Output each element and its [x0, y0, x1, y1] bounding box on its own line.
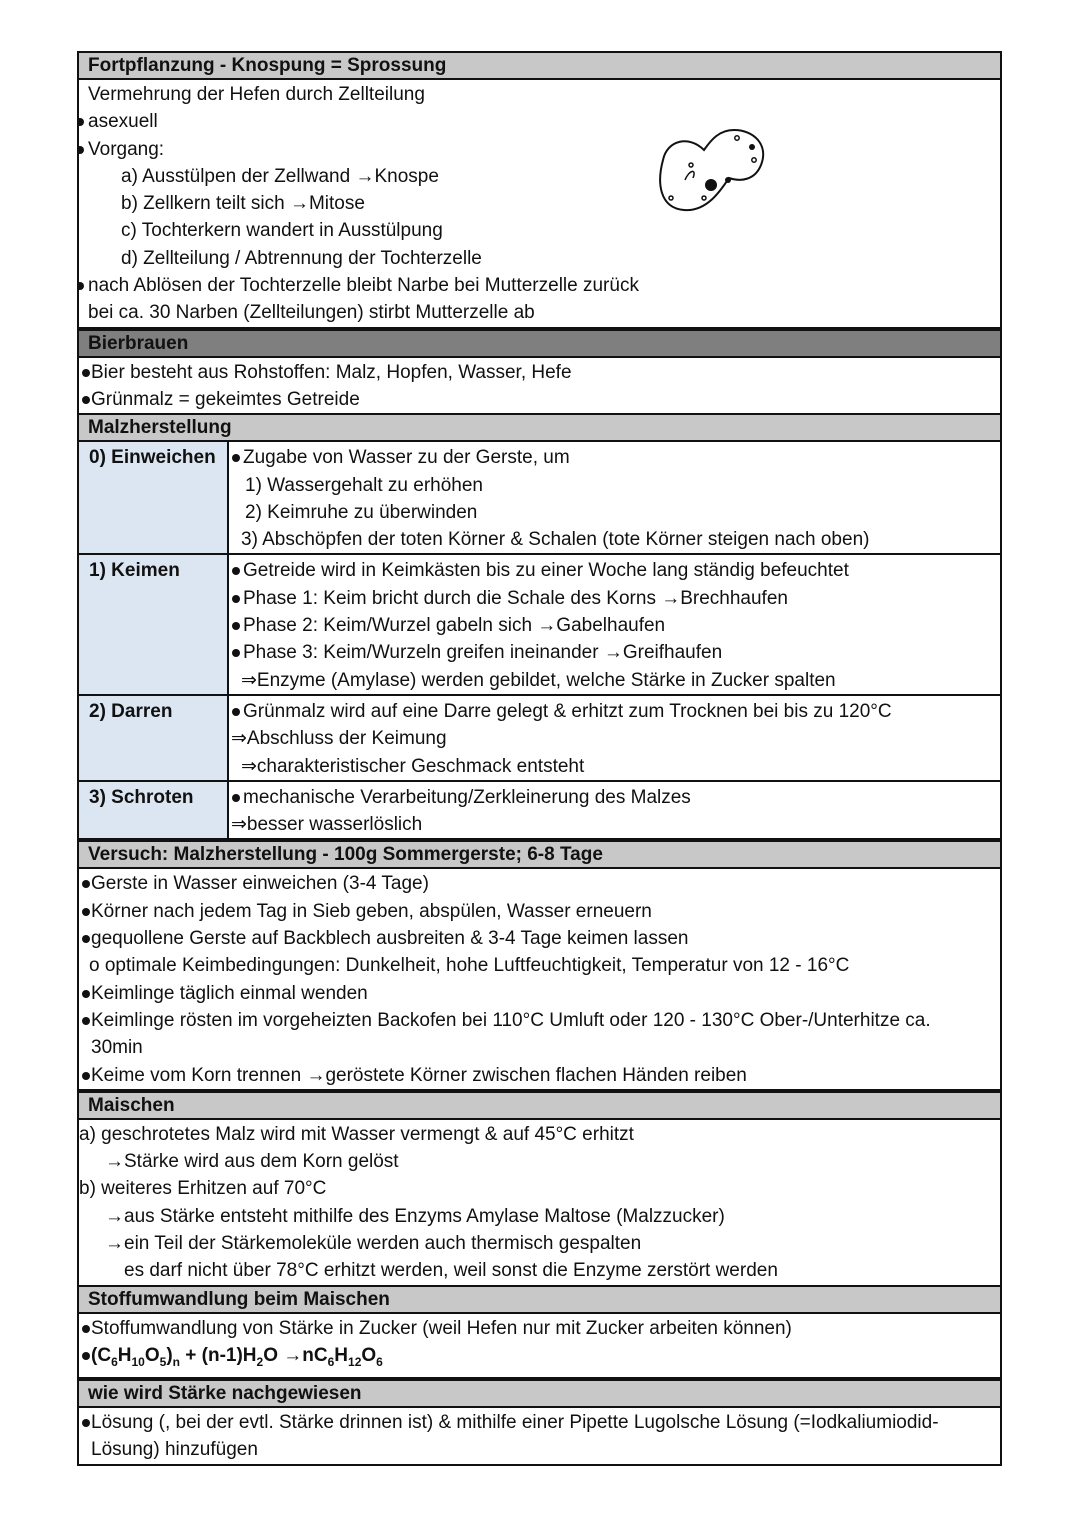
step-details — [229, 782, 1000, 839]
table-row-darren — [79, 696, 1000, 782]
bullet-line: Grünmalz wird auf eine Darre gelegt & erhitzt zum Trocknen bei bis zu 120°C — [229, 698, 1000, 725]
table-row-keimen — [79, 555, 1000, 695]
result-line: →aus Stärke entsteht mithilfe des Enzyms Amylase Maltose (Malzzucker) — [105, 1205, 725, 1227]
bullet-line: Keimlinge rösten im vorgeheizten Backofen bei 110°C Umluft oder 120 - 130°C Ober-/Unterhitze ca. — [79, 1007, 1000, 1034]
text-line: 30min — [91, 1037, 143, 1059]
sub-bullet-line: o optimale Keimbedingungen: Dunkelheit, hohe Luftfeuchtigkeit, Temperatur von 12 - 16°C — [89, 955, 850, 977]
text-line: Vermehrung der Hefen durch Zellteilung — [88, 84, 425, 105]
list-item: 3) Abschöpfen der toten Körner & Schalen (tote Körner steigen nach oben) — [241, 529, 870, 551]
bullet-line: Keime vom Korn trennen →geröstete Körner zwischen flachen Händen reiben — [79, 1062, 1000, 1089]
result-line: ⇒charakteristischer Geschmack entsteht — [241, 755, 585, 777]
list-item: 1) Wassergehalt zu erhöhen — [245, 474, 483, 496]
bullet-line: Stoffumwandlung von Stärke in Zucker (weil Hefen nur mit Zucker arbeiten können) — [79, 1315, 1000, 1342]
text-line: Lösung) hinzufügen — [91, 1439, 258, 1461]
text-line: es darf nicht über 78°C erhitzt werden, weil sonst die Enzyme zerstört werden — [124, 1260, 778, 1282]
section-title-malzherstellung: Malzherstellung — [79, 415, 1000, 442]
section-body-fortpflanzung — [79, 80, 1000, 331]
section-body-bierbrauen — [79, 358, 1000, 416]
step-details — [229, 696, 1000, 780]
chemical-formula: $(C_6H_{10}O_5)_n + (n-1)H_2O \to nC_6H_{12}O_6$ — [79, 1342, 1000, 1369]
bullet-line: Getreide wird in Keimkästen bis zu einer Woche lang ständig befeuchtet — [229, 557, 1000, 584]
document-sheet — [77, 51, 1002, 1466]
bullet-line: Grünmalz = gekeimtes Getreide — [79, 386, 1000, 413]
step-details — [229, 442, 1000, 553]
result-line: →ein Teil der Stärkemoleküle werden auch thermisch gespalten — [105, 1232, 642, 1254]
section-body-stoffumwandlung — [79, 1314, 1000, 1382]
bullet-line: Phase 1: Keim bricht durch die Schale des Korns →Brechhaufen — [229, 585, 1000, 612]
bullet-line: Lösung (, bei der evtl. Stärke drinnen ist) & mithilfe einer Pipette Lugolsche Lösung (=Iodkaliumiodid- — [79, 1409, 1000, 1436]
section-title-fortpflanzung: Fortpflanzung - Knospung = Sprossung — [79, 53, 1000, 80]
bullet-line: Zugabe von Wasser zu der Gerste, um — [229, 444, 1000, 471]
bullet-line: Phase 2: Keim/Wurzel gabeln sich →Gabelhaufen — [229, 612, 1000, 639]
section-title-staerkenachweis: wie wird Stärke nachgewiesen — [79, 1381, 1000, 1408]
section-title-versuch: Versuch: Malzherstellung - 100g Sommergerste; 6-8 Tage — [79, 842, 1000, 869]
section-title-maischen: Maischen — [79, 1093, 1000, 1120]
step-label: 1) Keimen — [79, 555, 229, 693]
result-line: →Stärke wird aus dem Korn gelöst — [105, 1151, 399, 1173]
section-title-bierbrauen: Bierbrauen — [79, 331, 1000, 358]
result-line: ⇒Enzyme (Amylase) werden gebildet, welche Stärke in Zucker spalten — [241, 669, 836, 691]
bullet-line: Körner nach jedem Tag in Sieb geben, abspülen, Wasser erneuern — [79, 898, 1000, 925]
section-title-stoffumwandlung: Stoffumwandlung beim Maischen — [79, 1287, 1000, 1314]
bullet-line: Keimlinge täglich einmal wenden — [79, 980, 1000, 1007]
list-item: b) Zellkern teilt sich →Mitose — [121, 193, 365, 215]
bullet-line: Bier besteht aus Rohstoffen: Malz, Hopfen, Wasser, Hefe — [79, 359, 1000, 386]
step-details — [229, 555, 1000, 693]
bullet-line: Vorgang: — [79, 136, 1000, 163]
list-item: a) Ausstülpen der Zellwand →Knospe — [121, 165, 439, 187]
section-body-versuch — [79, 869, 1000, 1092]
step-label: 2) Darren — [79, 696, 229, 780]
bullet-line: gequollene Gerste auf Backblech ausbreiten & 3-4 Tage keimen lassen — [79, 925, 1000, 952]
result-line: ⇒besser wasserlöslich — [231, 814, 423, 836]
step-label: 0) Einweichen — [79, 442, 229, 553]
table-row-einweichen — [79, 442, 1000, 555]
section-body-maischen — [79, 1120, 1000, 1287]
bullet-line: Phase 3: Keim/Wurzeln greifen ineinander →Greifhaufen — [229, 639, 1000, 666]
bullet-line: mechanische Verarbeitung/Zerkleinerung des Malzes — [229, 784, 1000, 811]
step-label: 3) Schroten — [79, 782, 229, 839]
list-item: b) weiteres Erhitzen auf 70°C — [79, 1178, 327, 1200]
text-line: bei ca. 30 Narben (Zellteilungen) stirbt Mutterzelle ab — [88, 302, 535, 324]
list-item: 2) Keimruhe zu überwinden — [245, 501, 478, 523]
bullet-line: Gerste in Wasser einweichen (3-4 Tage) — [79, 870, 1000, 897]
budding-yeast-sketch-icon — [649, 120, 769, 220]
list-item: d) Zellteilung / Abtrennung der Tochterzelle — [121, 247, 482, 269]
section-body-staerkenachweis — [79, 1408, 1000, 1464]
list-item: a) geschrotetes Malz wird mit Wasser vermengt & auf 45°C erhitzt — [79, 1123, 634, 1145]
result-line: ⇒Abschluss der Keimung — [231, 728, 447, 750]
list-item: c) Tochterkern wandert in Ausstülpung — [121, 220, 443, 242]
bullet-line: nach Ablösen der Tochterzelle bleibt Narbe bei Mutterzelle zurück — [79, 272, 1000, 299]
bullet-line: asexuell — [79, 108, 1000, 135]
table-row-schroten — [79, 782, 1000, 843]
